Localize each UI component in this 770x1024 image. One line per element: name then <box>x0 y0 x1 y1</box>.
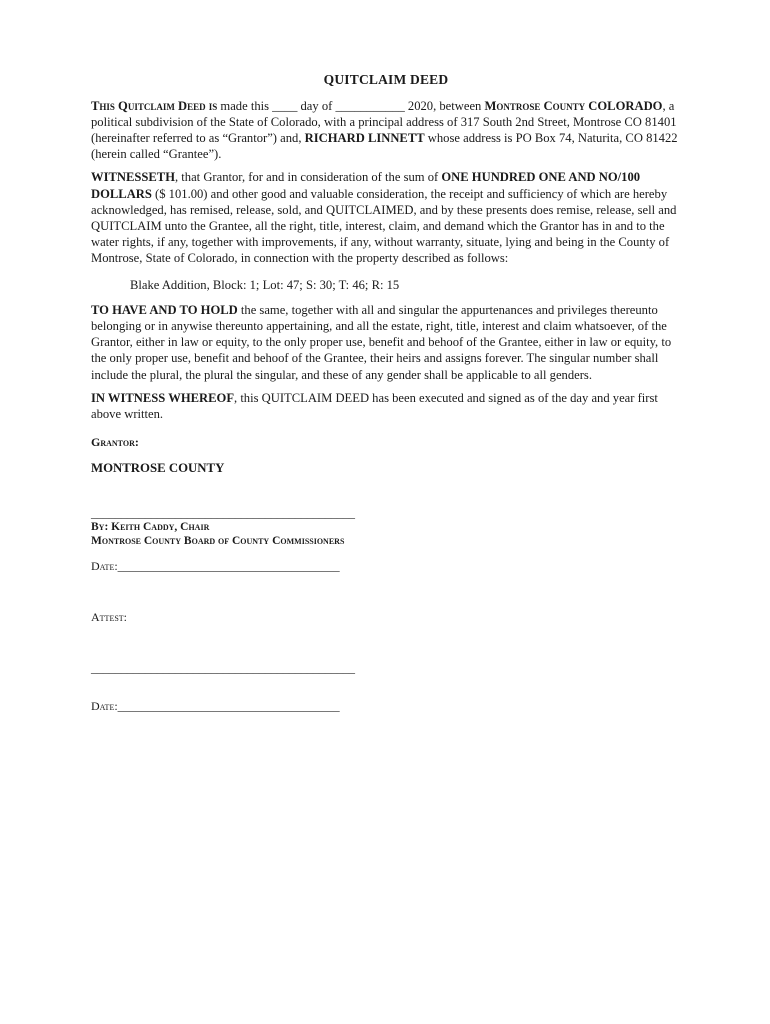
witness-whereof-lead: IN WITNESS WHEREOF <box>91 390 235 405</box>
witness-whereof-paragraph <box>91 390 681 422</box>
date-line-2: _____________________________________ <box>117 699 340 714</box>
amount-words: ONE HUNDRED ONE AND NO/100 DOLLARS <box>91 170 641 201</box>
attest-signature-line: ____________________________________________ <box>91 661 355 676</box>
witnesseth-text-2: ($ 101.00) and other good and valuable consideration, the receipt and sufficiency of which are hereby acknowledged, has remised, release, sold, and QUITCLAIMED, and by these presents does remise, release, sell and QUITCLAIM unto the Grantee, all the right, title, interest, claim, and demand which the Grantor has in and to the water rights, if any, together with improvements, if any, without warranty, situate, lying and being in the County of Montrose, State of Colorado, in connection with the property described as follows: <box>91 186 677 265</box>
grantor-name: Montrose County COLORADO <box>484 99 663 114</box>
signature-line: ____________________________________________ <box>91 505 355 520</box>
legal-description: Blake Addition, Block: 1; Lot: 47; S: 30; T: 46; R: 15 <box>130 278 400 293</box>
date-field-2 <box>91 699 681 713</box>
date-line: _____________________________________ <box>117 558 340 573</box>
witnesseth-paragraph <box>91 169 681 266</box>
intro-lead: This Quitclaim Deed is <box>91 99 218 114</box>
intro-text-1: made this ____ day of ___________ 2020, between <box>217 99 485 114</box>
grantor-entity: MONTROSE COUNTY <box>91 460 225 475</box>
habendum-paragraph <box>91 302 681 382</box>
habendum-lead: TO HAVE AND TO HOLD <box>91 303 238 318</box>
witnesseth-lead: WITNESSETH <box>91 170 175 185</box>
date-field <box>91 559 681 573</box>
grantor-label <box>91 434 681 450</box>
signer-name: By: Keith Caddy, Chair <box>91 520 210 533</box>
intro-paragraph <box>91 98 681 162</box>
document-title: QUITCLAIM DEED <box>323 72 449 87</box>
date-label-2: Date: <box>91 699 118 714</box>
attest-label-text: Attest: <box>91 609 127 624</box>
grantor-label-text: Grantor: <box>91 434 139 449</box>
intro-text-3: whose address is PO Box 74, Naturita, CO 81422 (herein called “Grantee”). <box>91 131 678 162</box>
signer-org: Montrose County Board of County Commissioners <box>91 534 345 547</box>
attest-label <box>91 609 681 625</box>
intro-text-2: , a political subdivision of the State of Colorado, with a principal address of 317 South 2nd Street, Montrose CO 81401 (hereinafter referred to as “Grantor”) and, <box>91 99 677 146</box>
grantee-name: RICHARD LINNETT <box>304 131 425 146</box>
deed-body <box>91 72 681 713</box>
habendum-text: the same, together with all and singular the appurtenances and privileges thereunto belonging or in anywise thereunto appertaining, and all the estate, right, title, interest and claim whatsoever, of the Grantor, either in law or equity, to the only proper use, benefit and behoof of the Grantee, either in law or equity, to the only proper use, benefit and behoof of the Grantee, their heirs and assigns forever. The singular number shall include the plural, the plural the singular, and these of any gender shall be applicable to all genders. <box>91 303 672 382</box>
date-label: Date: <box>91 558 118 573</box>
witnesseth-text-1: , that Grantor, for and in consideration of the sum of <box>175 170 442 185</box>
witness-whereof-text: , this QUITCLAIM DEED has been executed and signed as of the day and year first above written. <box>91 390 658 421</box>
